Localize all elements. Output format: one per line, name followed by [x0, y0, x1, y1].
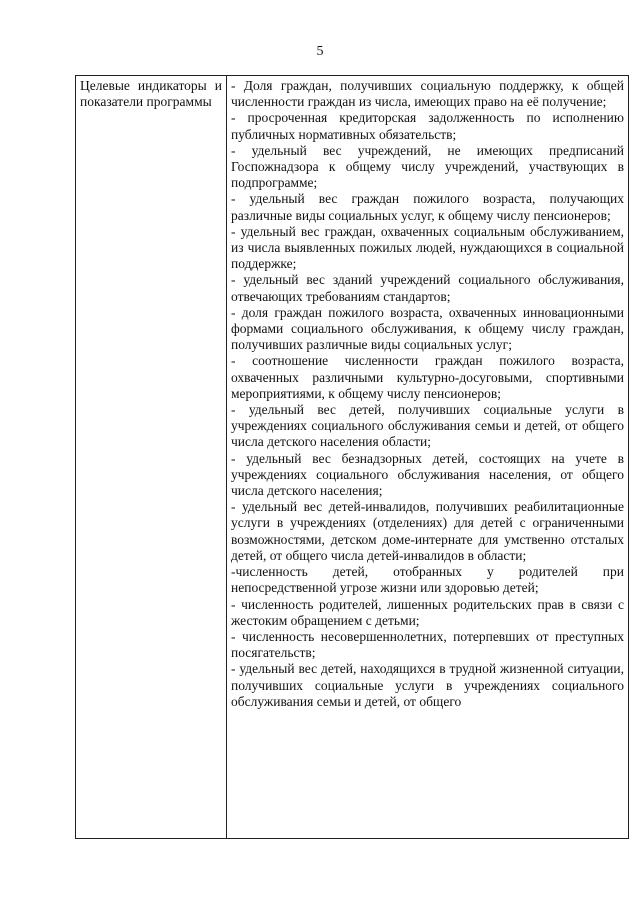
list-item: - удельный вес граждан пожилого возраста, получающих различные виды социальных услуг, к общему числу пенсионеров; — [231, 191, 624, 223]
list-item: -численность детей, отобранных у родителей при непосредственной угрозе жизни или здоровью детей; — [231, 564, 624, 596]
list-item: - Доля граждан, получивших социальную поддержку, к общей численности граждан из числа, имеющих право на её получение; — [231, 78, 624, 110]
list-item: - численность несовершеннолетних, потерпевших от преступных посягательств; — [231, 628, 624, 661]
list-item: - удельный вес детей, находящихся в трудной жизненной ситуации, получивших социальные услуги в учреждениях социального обслуживания семьи и детей, от общего — [231, 661, 624, 709]
content-cell — [227, 76, 629, 839]
list-item: - удельный вес граждан, охваченных социальным обслуживанием, из числа выявленных пожилых людей, нуждающихся в социальной поддержке; — [231, 223, 624, 272]
list-item: - численность родителей, лишенных родительских прав в связи с жестоким обращением с детьми; — [231, 596, 624, 628]
list-item: - соотношение численности граждан пожилого возраста, охваченных различными культурно-досуговыми, спортивными мероприятиями, к общему числу пенсионеров; — [231, 353, 624, 401]
list-item: - доля граждан пожилого возраста, охваченных инновационными формами социального обслуживания, к общему числу граждан, получивших различные виды социальных услуг; — [231, 304, 624, 353]
list-item: - просроченная кредиторская задолженность по исполнению публичных нормативных обязательств; — [231, 110, 624, 142]
list-item: - удельный вес учреждений, не имеющих предписаний Госпожнадзора к общему числу учреждений, участвующих в подпрограмме; — [231, 142, 624, 191]
row-label: Целевые индикаторы и показатели программы — [80, 78, 222, 110]
list-item: - удельный вес безнадзорных детей, состоящих на учете в учреждениях социального обслуживания населения, от общего числа детского населения; — [231, 450, 624, 499]
list-item: - удельный вес детей-инвалидов, получивших реабилитационные услуги в учреждениях (отделениях) для детей с ограниченными возможностями, детском доме-интернате для умственно отсталых детей, от общего числа детей-инвалидов в области; — [231, 499, 624, 563]
list-item: - удельный вес зданий учреждений социального обслуживания, отвечающих требованиям стандартов; — [231, 272, 624, 304]
indicator-list — [231, 76, 624, 838]
label-cell — [76, 76, 227, 839]
page-number: 5 — [316, 44, 324, 59]
table-row — [76, 76, 629, 839]
program-indicators-table — [75, 75, 629, 839]
list-item: - удельный вес детей, получивших социальные услуги в учреждениях социального обслуживания семьи и детей, от общего числа детского населения области; — [231, 402, 624, 450]
